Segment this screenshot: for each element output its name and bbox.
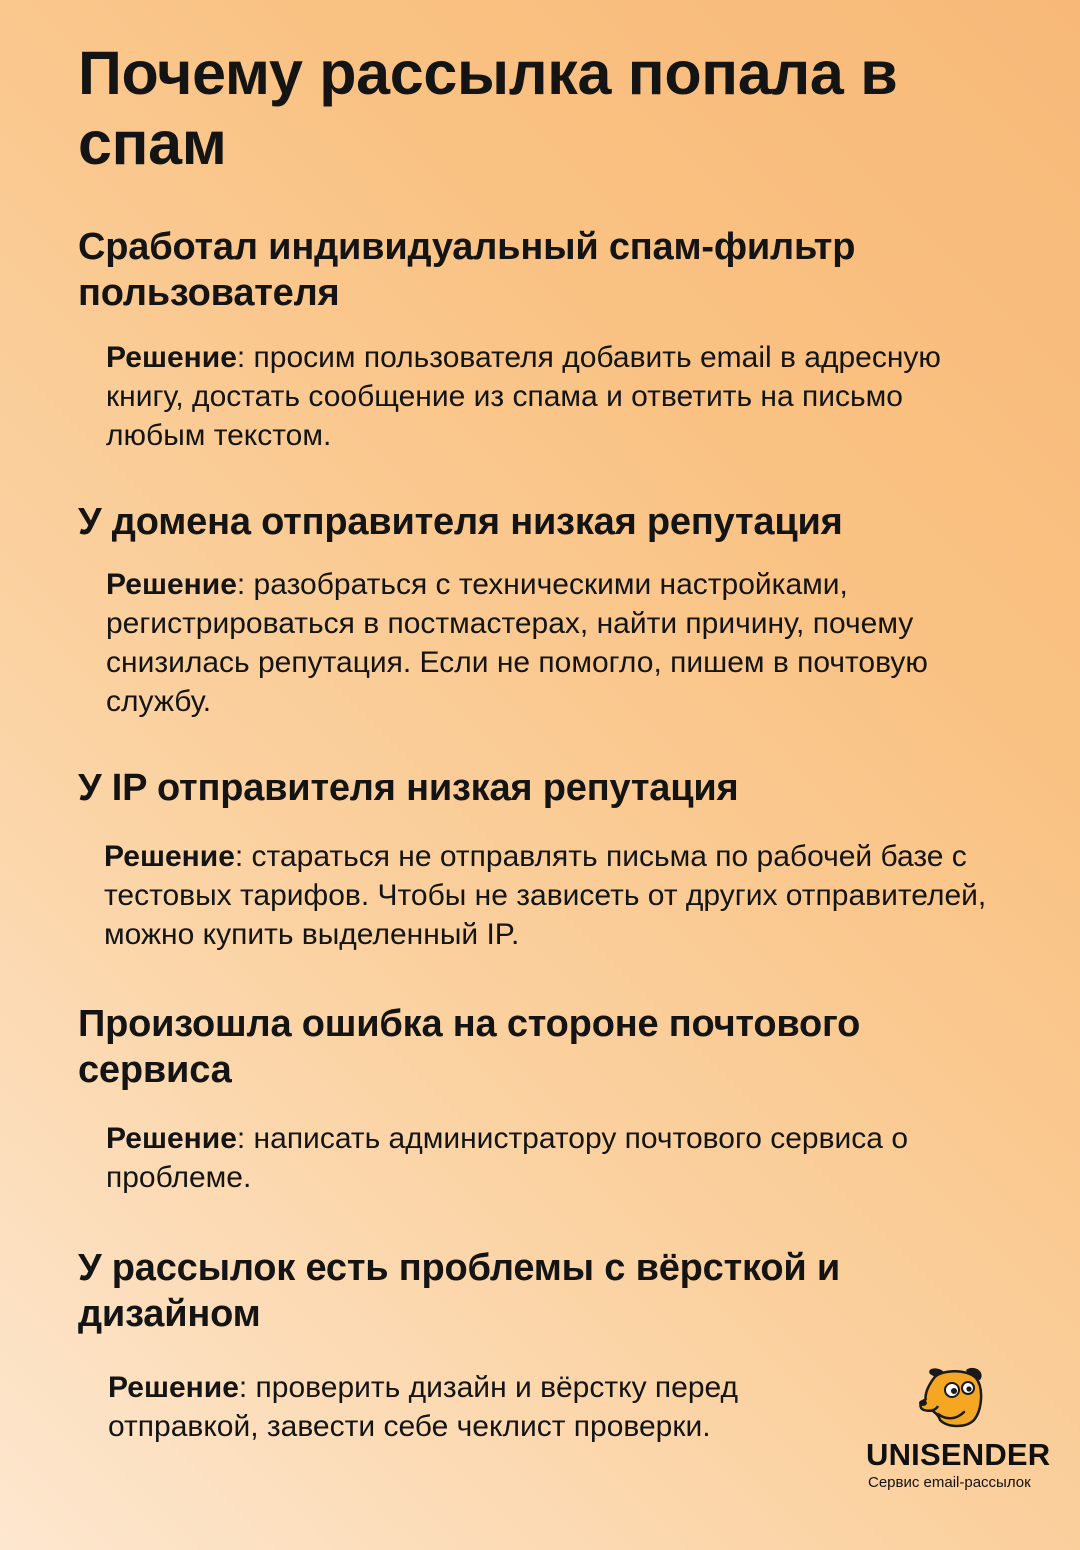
solution-text: : проверить дизайн и вёрстку перед отправкой, завести себе чеклист проверки.: [108, 1371, 739, 1443]
section-solution: [106, 338, 1006, 455]
section-solution: [106, 1119, 1006, 1197]
section-heading: У домена отправителя низкая репутация: [78, 501, 843, 543]
dog-mascot-icon: [916, 1366, 990, 1430]
solution-label: Решение: [106, 568, 237, 601]
solution-label: Решение: [108, 1371, 239, 1404]
section-heading: Сработал индивидуальный спам-фильтр пользователя: [78, 226, 856, 314]
brand-name: UNISENDER: [866, 1437, 1051, 1472]
section-solution: [104, 837, 1004, 954]
solution-text: : просим пользователя добавить email в адресную книгу, достать сообщение из спама и ответить на письмо любым текстом.: [106, 341, 941, 452]
section-solution: [108, 1368, 868, 1446]
solution-label: Решение: [104, 840, 235, 873]
section-solution: [106, 565, 1006, 721]
brand-tagline: Сервис email-рассылок: [868, 1474, 1031, 1491]
solution-label: Решение: [106, 1122, 237, 1155]
solution-text: : стараться не отправлять письма по рабочей базе с тестовых тарифов. Чтобы не зависеть от других отправителей, можно купить выделенный IP.: [104, 840, 987, 951]
solution-label: Решение: [106, 341, 237, 374]
page-title: Почему рассылка попала в спам: [78, 39, 898, 177]
section-heading: У рассылок есть проблемы с вёрсткой и дизайном: [78, 1247, 841, 1335]
section-heading: У IP отправителя низкая репутация: [78, 767, 739, 809]
section-heading: Произошла ошибка на стороне почтового сервиса: [78, 1003, 861, 1091]
solution-text: : написать администратору почтового сервиса о проблеме.: [106, 1122, 909, 1194]
solution-text: : разобраться с техническими настройками, регистрироваться в постмастерах, найти причину, почему снизилась репутация. Если не помогло, пишем в почтовую службу.: [106, 568, 928, 718]
brand-logo: [860, 1366, 1060, 1496]
